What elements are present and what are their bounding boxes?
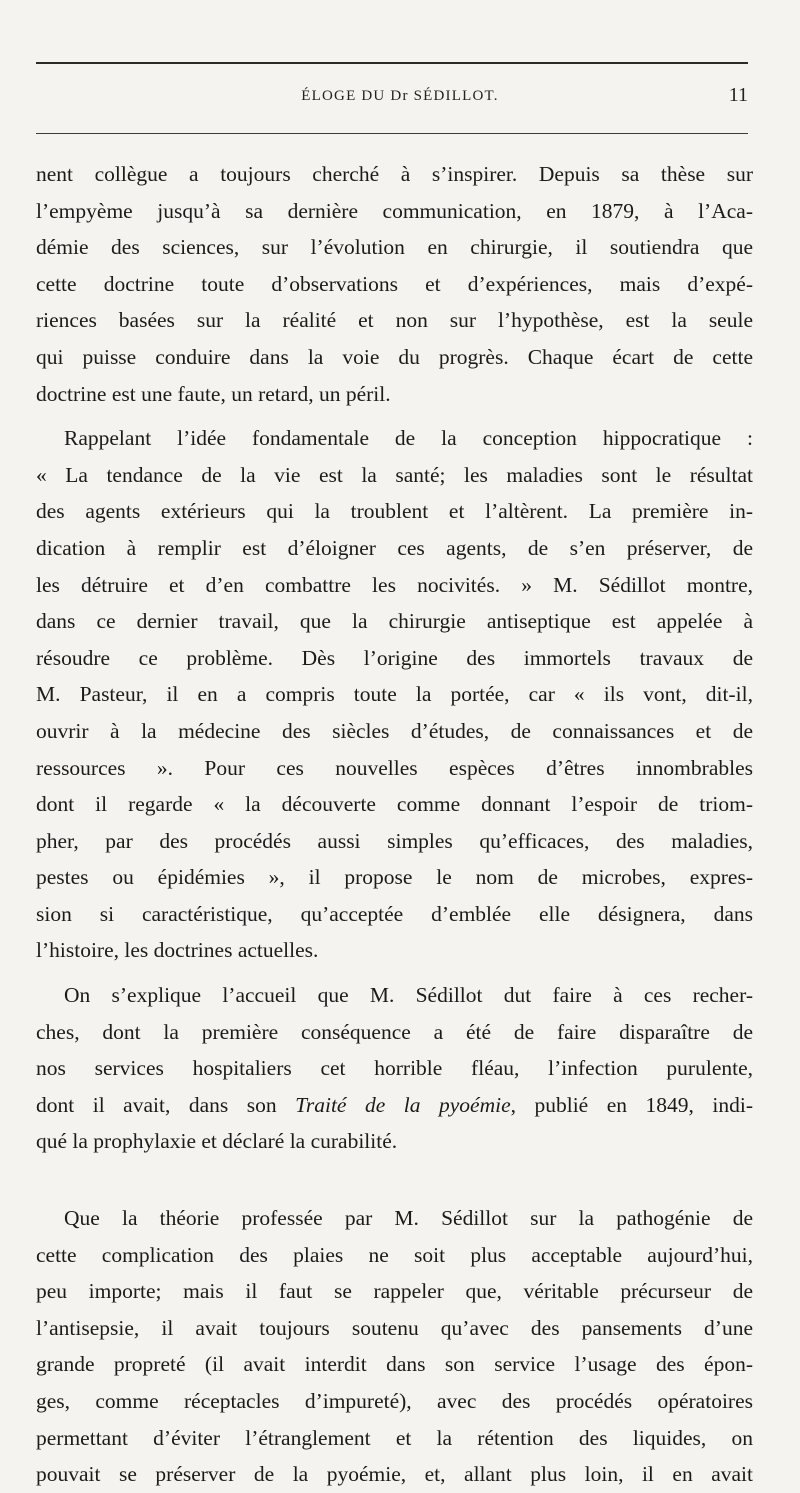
text-line: des agents extérieurs qui la troublent et l’altèrent. La première in- xyxy=(36,499,753,524)
body-text xyxy=(36,156,753,1493)
text-line-with-title xyxy=(36,1087,753,1124)
text-line: pestes ou épidémies », il propose le nom de microbes, expres- xyxy=(36,865,753,890)
text-line: M. Pasteur, il en a compris toute la portée, car « ils vont, dit-il, xyxy=(36,682,753,707)
text-line: l’histoire, les doctrines actuelles. xyxy=(36,938,319,963)
text-line: nos services hospitaliers cet horrible fléau, l’infection purulente, xyxy=(36,1056,753,1081)
text-line: l’antisepsie, il avait toujours soutenu qu’avec des pansements d’une xyxy=(36,1315,753,1340)
text-line: grande propreté (il avait interdit dans son service l’usage des épon- xyxy=(36,1352,753,1377)
text-line: qué la prophylaxie et déclaré la curabilité. xyxy=(36,1129,398,1154)
text-line: dication à remplir est d’éloigner ces agents, de s’en préserver, de xyxy=(36,535,753,560)
text-line: pher, par des procédés aussi simples qu’efficaces, des maladies, xyxy=(36,828,753,853)
page-number: 11 xyxy=(728,84,748,106)
text-line: doctrine est une faute, un retard, un péril. xyxy=(36,381,391,406)
text-line: résoudre ce problème. Dès l’origine des immortels travaux de xyxy=(36,645,753,670)
text-line: dont il regarde « la découverte comme donnant l’espoir de triom- xyxy=(36,792,753,817)
text-line: ches, dont la première conséquence a été de faire disparaître de xyxy=(36,1019,753,1044)
text-line: qui puisse conduire dans la voie du progrès. Chaque écart de cette xyxy=(36,344,753,369)
text-line: démie des sciences, sur l’évolution en chirurgie, il soutiendra que xyxy=(36,235,753,260)
paragraph-1 xyxy=(36,156,753,412)
text-line: l’empyème jusqu’à sa dernière communication, en 1879, à l’Aca- xyxy=(36,198,753,223)
text-line: les détruire et d’en combattre les nocivités. » M. Sédillot montre, xyxy=(36,572,753,597)
header-bottom-rule xyxy=(36,133,748,134)
text-line: pouvait se préserver de la pyoémie, et, allant plus loin, il en avait xyxy=(36,1462,753,1487)
text-line: nent collègue a toujours cherché à s’inspirer. Depuis sa thèse sur xyxy=(36,162,753,186)
text-line: cette doctrine toute d’observations et d’expériences, mais d’expé- xyxy=(36,271,753,296)
text-line: ges, comme réceptacles d’impureté), avec des procédés opératoires xyxy=(36,1389,753,1413)
book-title: Traité de la pyoémie xyxy=(295,1092,511,1117)
text-line: permettant d’éviter l’étranglement et la rétention des liquides, on xyxy=(36,1425,753,1450)
text-line: dans ce dernier travail, que la chirurgie antiseptique est appelée à xyxy=(36,609,753,634)
text-segment: dont il avait, dans son xyxy=(36,1092,296,1117)
text-line: sion si caractéristique, qu’acceptée d’emblée elle désignera, dans xyxy=(36,901,753,926)
paragraph-4 xyxy=(36,1200,753,1493)
text-line: ressources ». Pour ces nouvelles espèces d’êtres innombrables xyxy=(36,755,753,780)
text-line: Rappelant l’idée fondamentale de la conception hippocratique : xyxy=(64,426,753,451)
running-title: ÉLOGE DU Dr SÉDILLOT. xyxy=(301,88,499,104)
text-line: On s’explique l’accueil que M. Sédillot dut faire à ces recher- xyxy=(64,983,753,1008)
text-line: « La tendance de la vie est la santé; les maladies sont le résultat xyxy=(36,462,753,487)
text-line: cette complication des plaies ne soit plus acceptable aujourd’hui, xyxy=(36,1242,753,1267)
text-segment: , publié en 1849, indi- xyxy=(510,1092,753,1117)
paragraph-3 xyxy=(36,977,753,1160)
paragraph-2 xyxy=(36,420,753,969)
text-line: riences basées sur la réalité et non sur l’hypothèse, est la seule xyxy=(36,308,753,333)
text-line: Que la théorie professée par M. Sédillot sur la pathogénie de xyxy=(64,1206,753,1231)
header-top-rule xyxy=(36,62,748,64)
text-line: ouvrir à la médecine des siècles d’études, de connaissances et de xyxy=(36,718,753,743)
text-line: peu importe; mais il faut se rappeler que, véritable précurseur de xyxy=(36,1279,753,1304)
